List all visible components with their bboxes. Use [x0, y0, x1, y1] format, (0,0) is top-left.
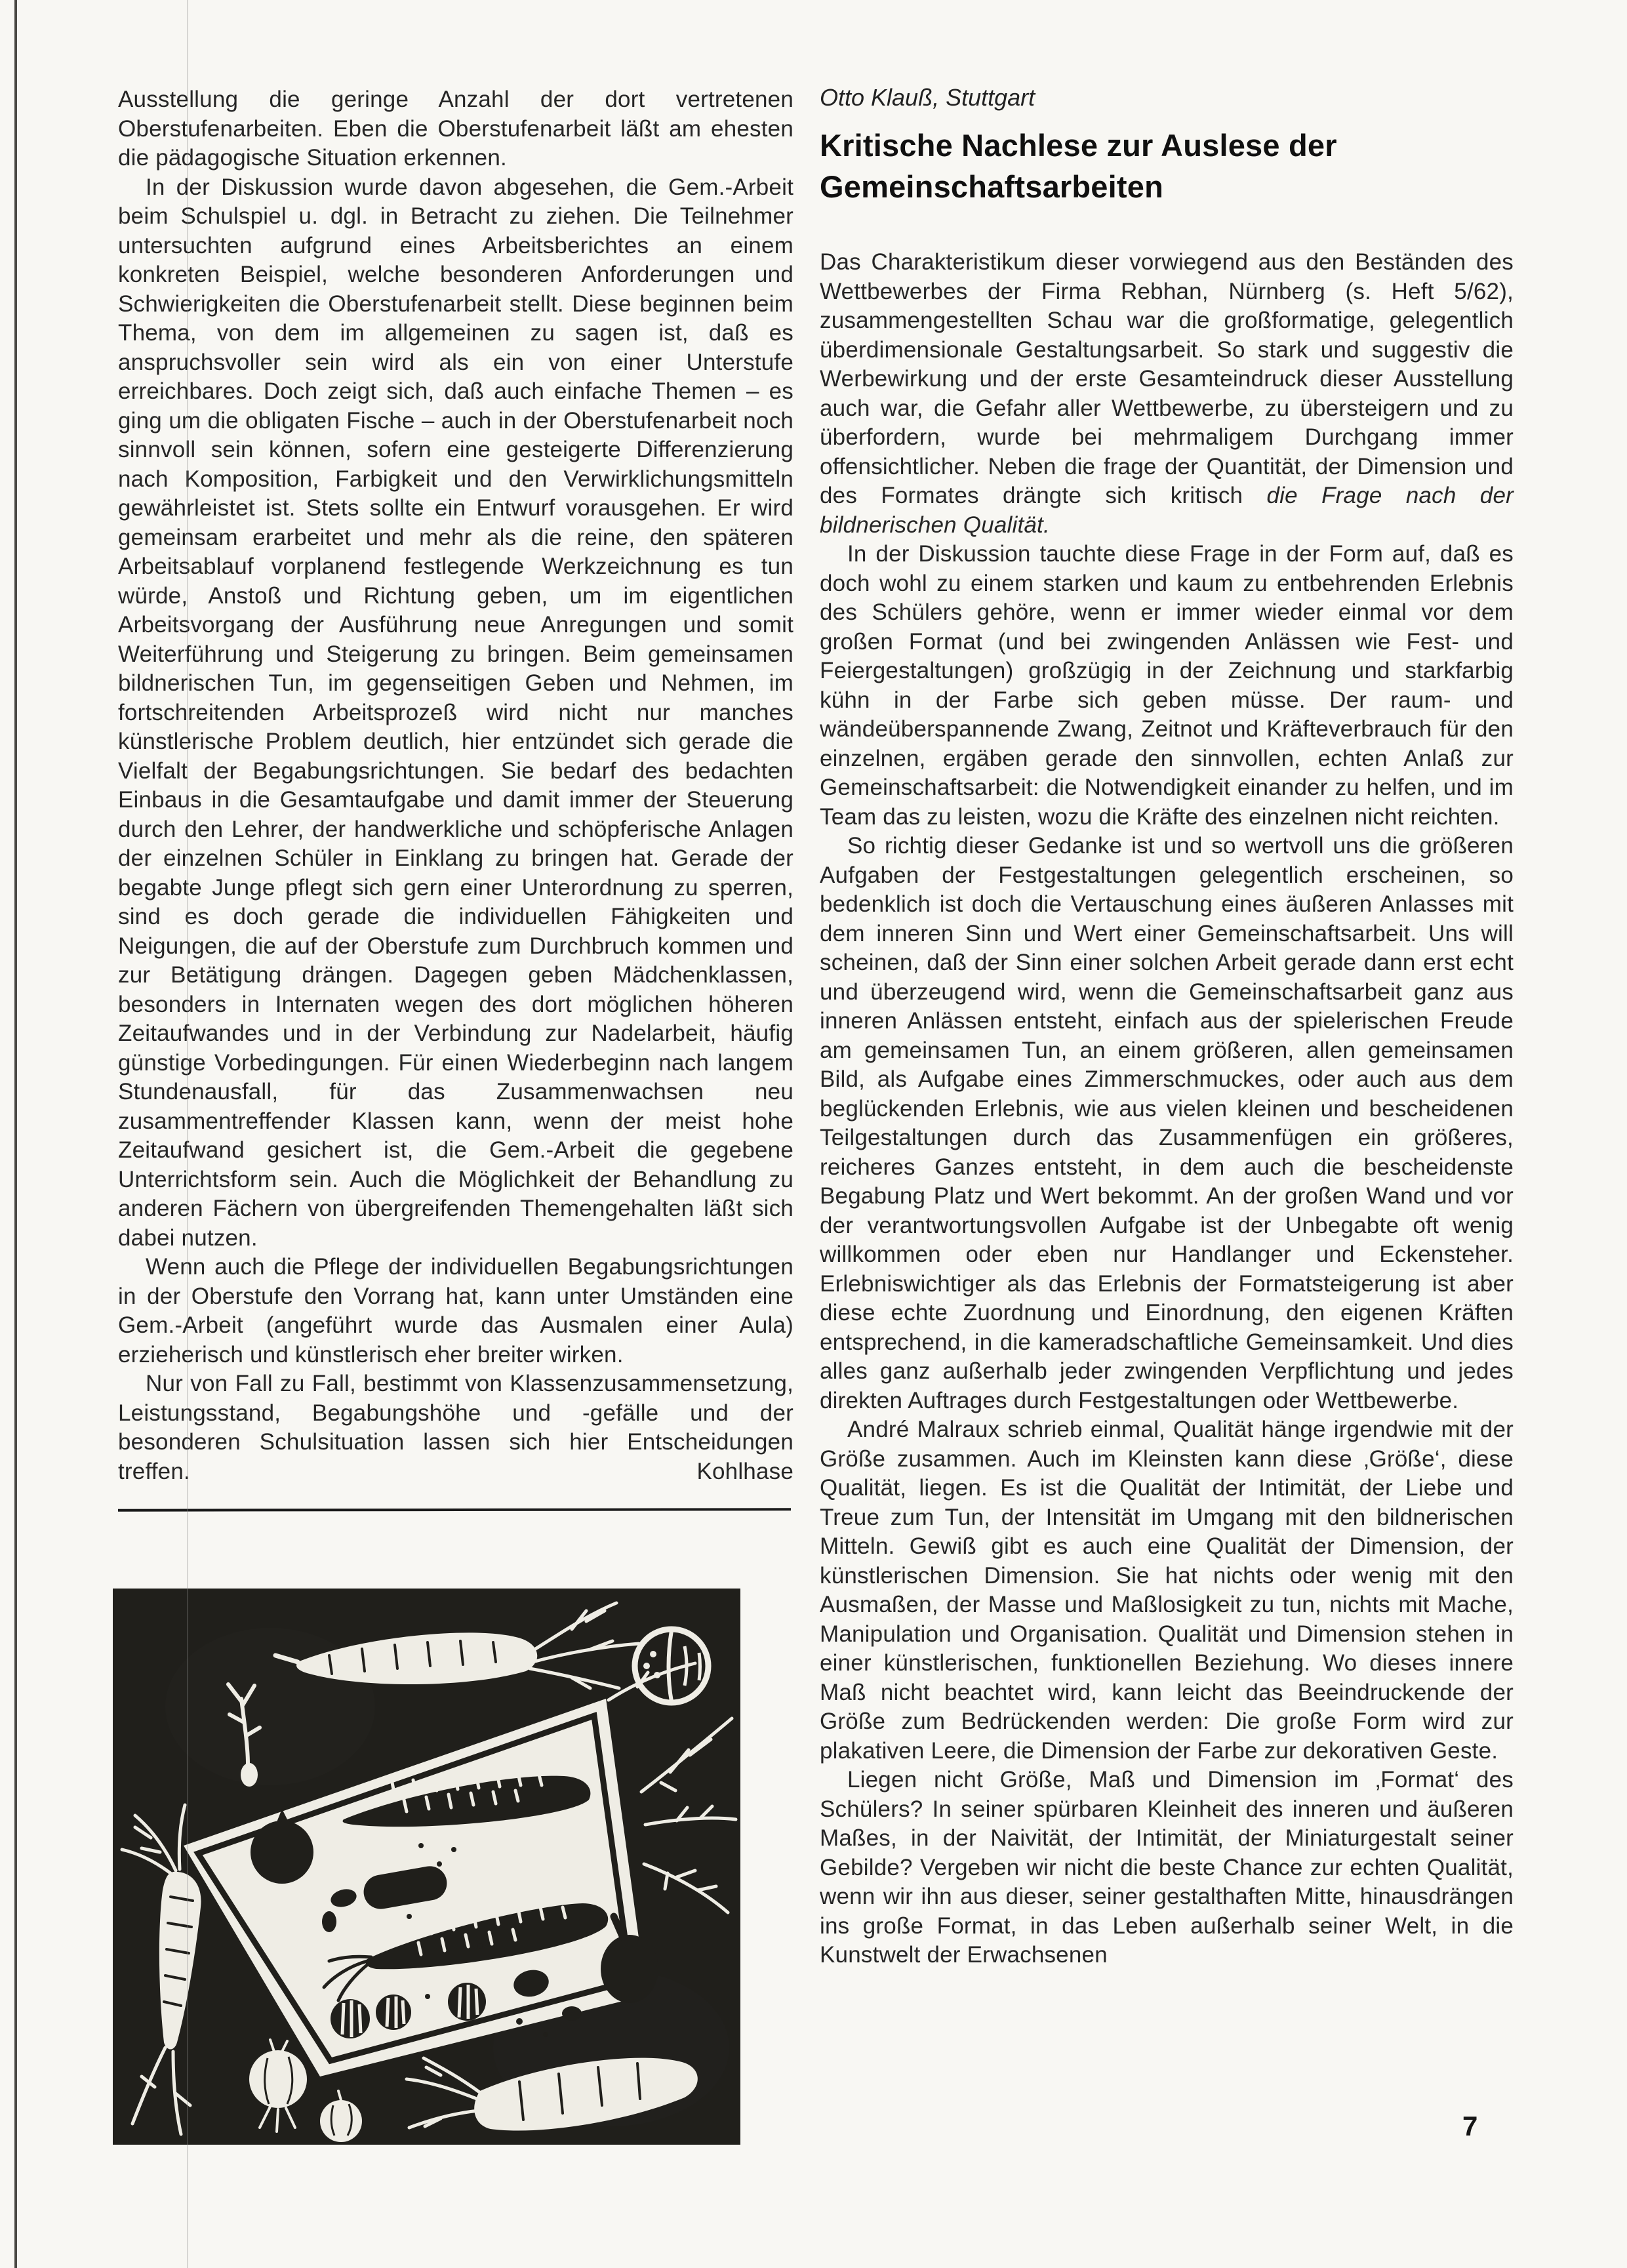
author-signature: Kohlhase — [696, 1458, 793, 1484]
paragraph: André Malraux schrieb einmal, Qualität hänge irgendwie mit der Größe zusammen. Auch im Kleinsten kann diese ‚Größe‘, diese Qualität, liegen. Es ist die Qualität der Intimität, der Liebe und Treue zum Tun, der Intensität im Umgang mit den bildnerischen Mitteln. Gewiß gibt es auch eine Qualität der Dimension, der künstlerischen Dimension. Sie hat nichts oder wenig mit den Ausmaßen, der Masse und Maßlosigkeit zu tun, nichts mit Mache, Manipulation und Organisation. Qualität und Dimension stehen in einer künstlerischen, funktionellen Beziehung. Wo dieses innere Maß nicht beachtet wird, kann leicht das Beeindruckende der Größe zum Bedrückenden werden: Die große Form wird zur plakativen Leere, die Dimension der Farbe zur dekorativen Geste. — [820, 1417, 1514, 1764]
paragraph: Ausstellung die geringe Anzahl der dort vertretenen Oberstufenarbeiten. Eben die Oberstufenarbeit läßt am ehesten die pädagogische Situation erkennen. — [118, 87, 793, 171]
byline: Otto Klauß, Stuttgart — [820, 84, 1035, 111]
paragraph: Wenn auch die Pflege der individuellen Begabungsrichtungen in der Oberstufe den Vorrang hat, kann unter Umständen eine Gem.-Arbeit (angeführt wurde das Ausmalen einer Aula) erzieherisch und künstlerisch eher breiter wirken. — [118, 1254, 793, 1367]
paragraph: Liegen nicht Größe, Maß und Dimension im ‚Format‘ des Schülers? In seiner spürbaren Kleinheit des inneren und äußeren Maßes, in der Naivität, der Intimität, der Miniaturgestalt seiner Gebilde? Vergeben wir nicht die beste Chance zur echten Qualität, wenn wir ihn aus dieser, seiner gestalthaften Mitte, hinausdrängen ins große Format, in das Leben außerhalb seiner Welt, in die Kunstwelt der Erwachsenen — [820, 1767, 1514, 1968]
paragraph: So richtig dieser Gedanke ist und so wertvoll uns die größeren Aufgaben der Festgestaltungen gelegentlich erscheinen, so bedenklich ist doch die Vertauschung eines äußeren Anlasses mit dem inneren Sinn und Wert einer Gemeinschaftsarbeit. Uns will scheinen, daß der Sinn einer solchen Arbeit gerade dann erst echt und überzeugend wird, wenn die Gemeinschaftsarbeit ganz aus inneren Anlässen entsteht, einfach aus der spielerischen Freude am gemeinsamen Tun, an einem größeren, allen gemeinsamen Bild, als Aufgabe eines Zimmerschmuckes, oder auch aus dem beglückenden Erlebnis, wie aus vielen kleinen und bescheidenen Teilgestaltungen durch das Zusammenfügen ein größeres, reicheres Ganzes entsteht, in dem auch die bescheidenste Begabung Platz und Wert bekommt. An der großen Wand und vor der verantwortungsvollen Aufgabe ist der Unbegabte oft wenig willkommen oder eben nur Handlanger und Eckensteher. Erlebniswichtiger als das Erlebnis der Formatsteigerung ist aber diese echte Zuordnung und Einordnung, den eigenen Kräften entsprechend, in die kameradschaftliche Gemeinsamkeit. Und dies alles ganz außerhalb jeder zwingenden Verpflichtung und jedes direkten Auftrages durch Festgestaltungen oder Wettbewerbe. — [820, 833, 1514, 1413]
paragraph-text: Das Charakteristikum dieser vorwiegend aus den Beständen des Wettbewerbes der Firma Rebhan, Nürnberg (s. Heft 5/62), zusammengestellten Schau war die großformatige, gelegentlich überdimensionale Gestaltungsarbeit. So stark und suggestiv die Werbewirkung und der erste Gesamteindruck dieser Ausstellung auch war, die Gefahr aller Wettbewerbe, zu übersteigern und zu überfordern, wurde bei mehrmaligem Durchgang immer offensichtlicher. Neben die frage der Quantität, der Dimension und des Formates drängte sich kritisch — [820, 249, 1514, 508]
paragraph — [820, 248, 1514, 540]
section-divider-rule — [118, 1508, 791, 1511]
page-number: 7 — [1462, 2111, 1478, 2141]
paragraph — [118, 1369, 793, 1486]
right-text-column — [820, 248, 1514, 1970]
italic-phrase: die Frage nach der bildnerischen Qualität. — [820, 483, 1514, 538]
article-title: Kritische Nachlese zur Auslese der Gemeinschaftsarbeiten — [820, 128, 1337, 204]
scan-edge-line — [14, 0, 17, 2268]
page-fold-line — [187, 0, 188, 2268]
paragraph: In der Diskussion tauchte diese Frage in der Form auf, daß es doch wohl zu einem starken und kaum zu entbehrenden Erlebnis des Schülers gehöre, wenn er immer wieder einmal vor dem großen Format (und bei zwingenden Anlässen wie Fest- und Feiergestaltungen) großzügig in der Zeichnung und starkfarbig kühn in der Farbe sich geben müsse. Der raum- und wändeüberspannende Zwang, Zeitnot und Kräfteverbrauch für den einzelnen, ergäben gerade den sinnvollen, echten Anlaß zur Gemeinschaftsarbeit: die Notwendigkeit einander zu helfen, und im Team das zu leisten, wozu die Kräfte des einzelnen nicht reichten. — [820, 541, 1514, 830]
left-text-column — [118, 85, 793, 1486]
paragraph-text: Nur von Fall zu Fall, bestimmt von Klassenzusammensetzung, Leistungsstand, Begabungshöhe und -gefälle und der besonderen Schulsituation lassen sich hier Entscheidungen treffen. — [118, 1371, 793, 1484]
paragraph: In der Diskussion wurde davon abgesehen, die Gem.-Arbeit beim Schulspiel u. dgl. in Betracht zu ziehen. Die Teilnehmer untersuchten aufgrund eines Arbeitsberichtes an einem konkreten Beispiel, welche besonderen Anforderungen und Schwierigkeiten die Oberstufenarbeit stellt. Diese beginnen beim Thema, von dem im allgemeinen zu sagen ist, daß es anspruchsvoller sein wird als ein von einer Unterstufe erreichbares. Doch zeigt sich, daß auch einfache Themen – es ging um die obligaten Fische – auch in der Oberstufenarbeit noch sinnvoll sein können, sofern eine gesteigerte Differenzierung nach Komposition, Farbigkeit und den Verwirklichungsmitteln gewährleistet ist. Stets sollte ein Entwurf vorausgehen. Er wird gemeinsam erarbeitet und mehr als die reine, den späteren Arbeitsablauf vorplanend festlegende Werkzeichnung es tun würde, Anstoß und Richtung geben, um im eigentlichen Arbeitsvorgang der Ausführung neue Anregungen und somit Weiterführung und Steigerung zu bringen. Beim gemeinsamen bildnerischen Tun, im gegenseitigen Geben und Nehmen, im fortschreitenden Arbeitsprozeß wird nicht nur manches künstlerische Problem deutlich, hier entzündet sich gerade die Vielfalt der Begabungsrichtungen. Sie bedarf des bedachten Einbaus in die Gesamtaufgabe und damit immer der Steuerung durch den Lehrer, der handwerkliche und schöpferische Anlagen der einzelnen Schüler in Einklang zu bringen hat. Gerade der begabte Junge pflegt sich gern einer Unterordnung zu sperren, sind es doch gerade die individuellen Fähigkeiten und Neigungen, die auf der Oberstufe zum Durchbruch kommen und zur Betätigung drängen. Dagegen geben Mädchenklassen, besonders in Internaten wegen des dort möglichen höheren Zeitaufwandes und in der Verbindung zur Nadelarbeit, häufig günstige Vorbedingungen. Für einen Wiederbeginn nach langem Stundenausfall, für das Zusammenwachsen neu zusammentreffender Klassen kann, wenn der meist hohe Zeitaufwand gesichert ist, die Gem.-Arbeit die gegebene Unterrichtsform sein. Auch die Möglichkeit der Behandlung zu anderen Fächern von übergreifenden Themengehalten läßt sich dabei nutzen. — [118, 174, 793, 1251]
student-linocut-artwork — [113, 1589, 740, 2145]
